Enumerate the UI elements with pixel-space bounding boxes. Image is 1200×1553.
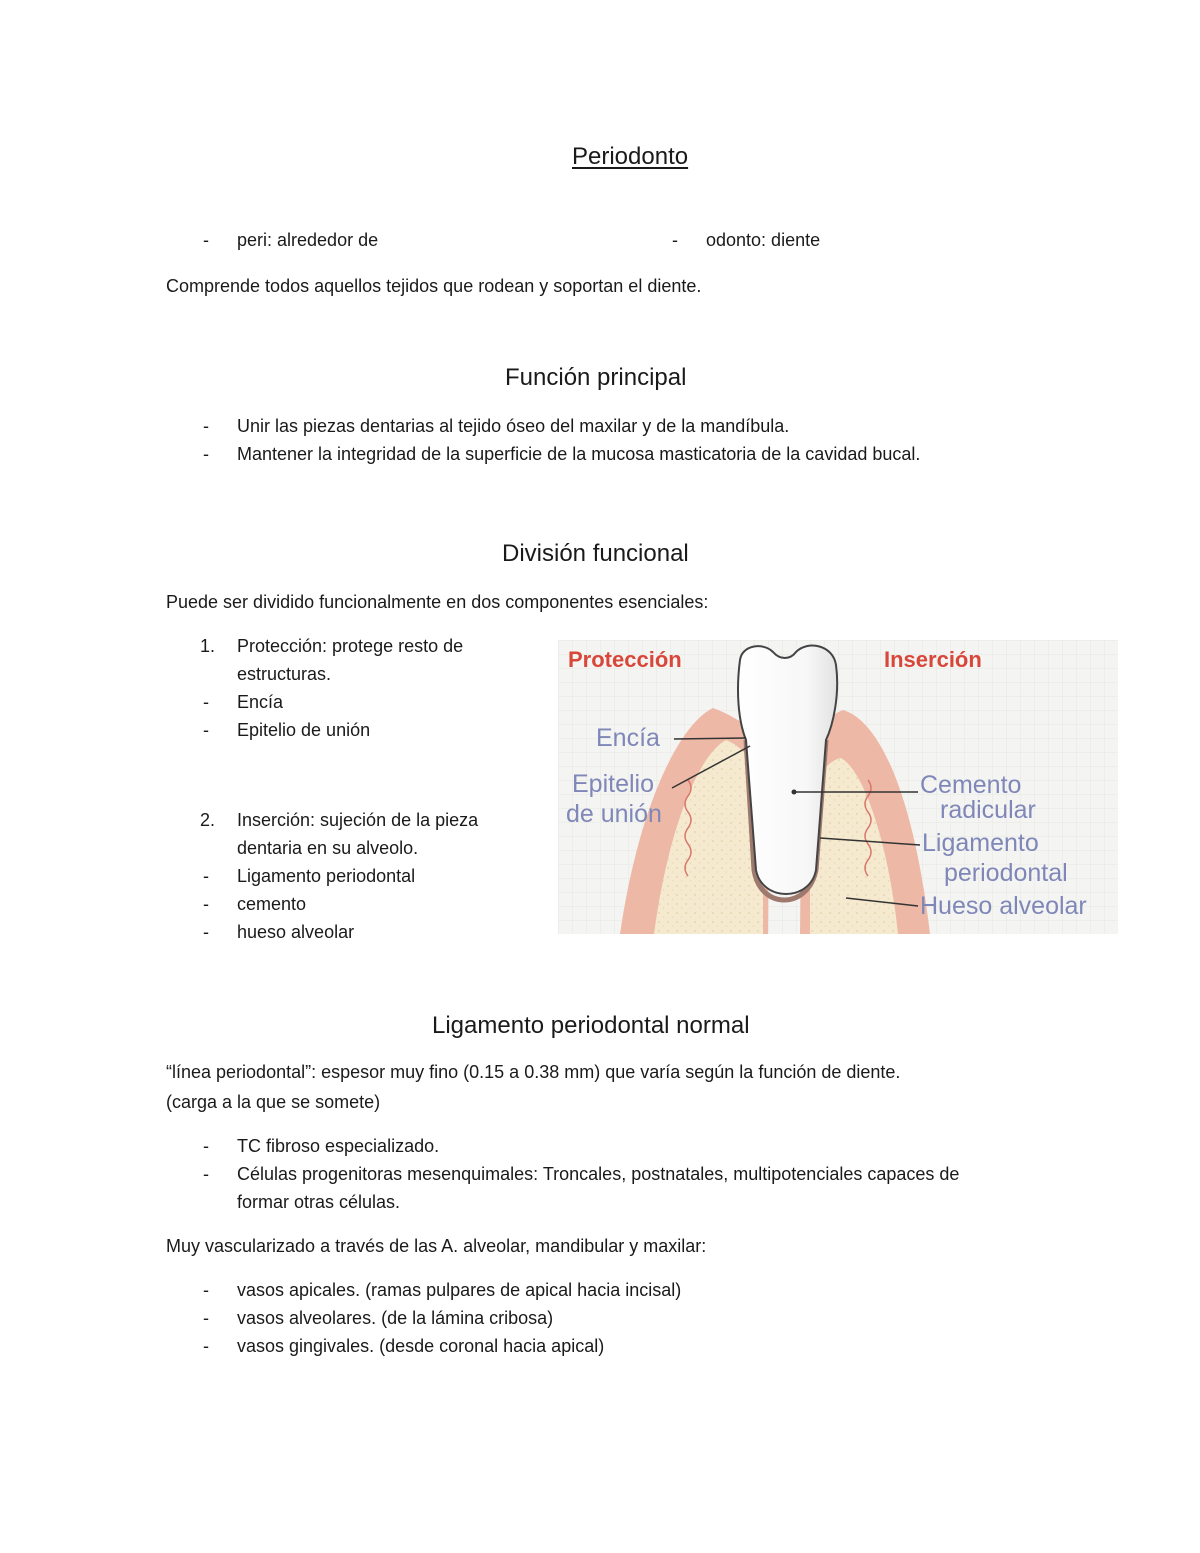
etymology-odonto: odonto: diente: [706, 230, 821, 250]
list-item: Células progenitoras mesenquimales: Troncales, postnatales, multipotenciales capaces de: [237, 1164, 960, 1184]
section-heading-funcion: Función principal: [505, 364, 687, 391]
list-dash: -: [203, 1336, 209, 1356]
list-dash: -: [203, 720, 209, 740]
group1-line2: estructuras.: [237, 664, 332, 684]
label-proteccion: Protección: [568, 647, 682, 672]
label-ligamento-2: periodontal: [944, 859, 1068, 887]
list-item-continuation: formar otras células.: [237, 1192, 401, 1212]
ligamento-line1: “línea periodontal”: espesor muy fino (0.15 a 0.38 mm) que varía según la función de diente.: [166, 1062, 901, 1082]
list-dash: -: [672, 230, 678, 250]
label-epitelio-2: de unión: [566, 800, 662, 828]
list-dash: -: [203, 894, 209, 914]
label-cemento-2: radicular: [940, 796, 1036, 824]
list-item: vasos apicales. (ramas pulpares de apical hacia incisal): [237, 1280, 682, 1300]
intro-paragraph: Comprende todos aquellos tejidos que rodean y soportan el diente.: [166, 276, 702, 296]
list-dash: -: [203, 692, 209, 712]
label-cemento-1: Cemento: [920, 771, 1022, 799]
list-dash: -: [203, 444, 209, 464]
list-dash: -: [203, 922, 209, 942]
periodontium-figure: [558, 640, 1118, 934]
label-encia: Encía: [596, 724, 660, 752]
list-number: 1.: [200, 636, 216, 656]
ligamento-line2: (carga a la que se somete): [166, 1092, 381, 1112]
list-dash: -: [203, 1308, 209, 1328]
group1-line1: Protección: protege resto de: [237, 636, 464, 656]
section-heading-ligamento: Ligamento periodontal normal: [432, 1012, 750, 1039]
section-heading-division: División funcional: [502, 540, 689, 567]
group2-line1: Inserción: sujeción de la pieza: [237, 810, 479, 830]
etymology-peri: peri: alrededor de: [237, 230, 379, 250]
list-item: Mantener la integridad de la superficie de la mucosa masticatoria de la cavidad bucal.: [237, 444, 921, 464]
list-dash: -: [203, 1164, 209, 1184]
list-dash: -: [203, 1136, 209, 1156]
list-dash: -: [203, 230, 209, 250]
leader-encia: [674, 738, 746, 739]
list-item: hueso alveolar: [237, 922, 355, 942]
vasc-intro: Muy vascularizado a través de las A. alveolar, mandibular y maxilar:: [166, 1236, 707, 1256]
group2-line2: dentaria en su alveolo.: [237, 838, 419, 858]
list-item: Encía: [237, 692, 284, 712]
label-hueso: Hueso alveolar: [920, 892, 1087, 920]
division-intro: Puede ser dividido funcionalmente en dos componentes esenciales:: [166, 592, 709, 612]
list-dash: -: [203, 866, 209, 886]
list-item: TC fibroso especializado.: [237, 1136, 440, 1156]
leader-dot: [792, 790, 797, 795]
list-item: vasos alveolares. (de la lámina cribosa): [237, 1308, 554, 1328]
list-number: 2.: [200, 810, 216, 830]
list-item: vasos gingivales. (desde coronal hacia apical): [237, 1336, 605, 1356]
label-epitelio-1: Epitelio: [572, 770, 654, 798]
list-dash: -: [203, 1280, 209, 1300]
label-ligamento-1: Ligamento: [922, 829, 1039, 857]
page-title: Periodonto: [572, 143, 689, 170]
list-item: cemento: [237, 894, 307, 914]
label-insercion: Inserción: [884, 647, 982, 672]
list-item: Epitelio de unión: [237, 720, 371, 740]
list-item: Unir las piezas dentarias al tejido óseo del maxilar y de la mandíbula.: [237, 416, 790, 436]
list-dash: -: [203, 416, 209, 436]
list-item: Ligamento periodontal: [237, 866, 416, 886]
